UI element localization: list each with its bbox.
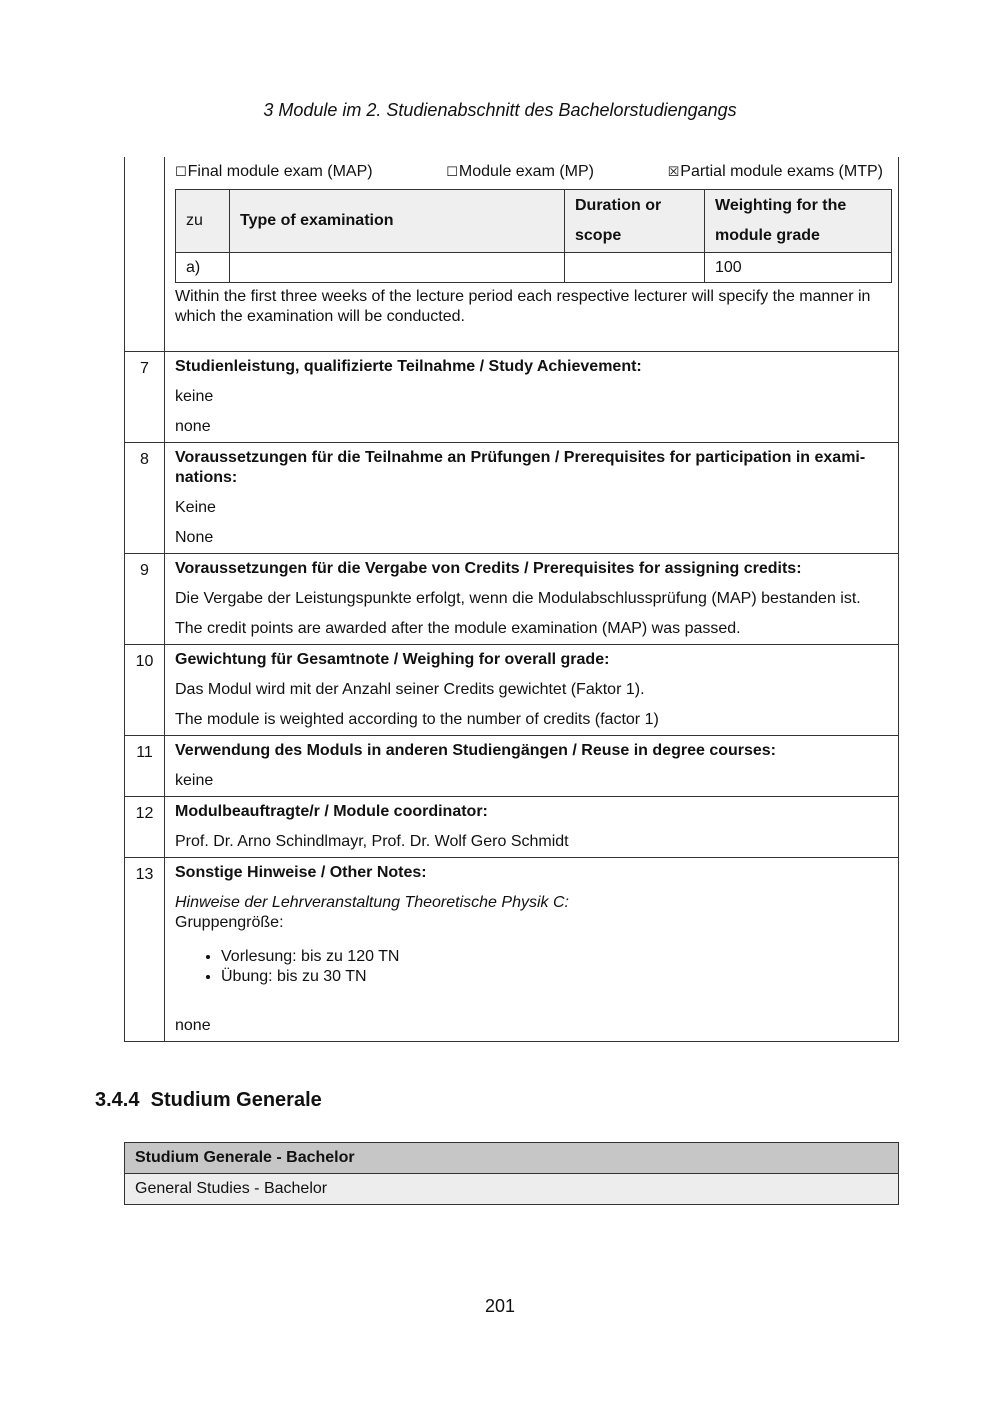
checkbox-empty-icon: ☐: [175, 164, 187, 179]
studium-generale-table: [124, 1142, 899, 1205]
exam-table: [175, 189, 892, 283]
section-text: keine: [175, 388, 214, 405]
section-title: Verwendung des Moduls in anderen Studiengängen / Reuse in degree courses:: [175, 742, 777, 759]
exam-table-header: [176, 190, 892, 253]
section-row-11: [125, 736, 899, 797]
section-text: Keine: [175, 499, 216, 516]
exam-type-mtp: ☒Partial module exams (MTP): [667, 163, 883, 180]
group-size-label: Gruppengröße:: [175, 914, 284, 931]
exam-form-row: [125, 157, 899, 352]
section-text: Prof. Dr. Arno Schindlmayr, Prof. Dr. Wolf Gero Schmidt: [175, 833, 569, 850]
header-duration: Duration or scope: [565, 190, 705, 253]
page-number: 201: [484, 1296, 516, 1316]
list-item: • Vorlesung: bis zu 120 TN: [221, 947, 889, 967]
section-text: Das Modul wird mit der Anzahl seiner Credits gewichtet (Faktor 1).: [175, 681, 645, 698]
section-text: keine: [175, 772, 214, 789]
exam-type-mp: ☐Module exam (MP): [446, 163, 595, 180]
section-title: Modulbeauftragte/r / Module coordinator:: [175, 803, 488, 820]
studium-generale-subtitle: General Studies - Bachelor: [125, 1174, 899, 1205]
exam-type-map: ☐Final module exam (MAP): [175, 163, 373, 180]
cell-zu: a): [176, 253, 230, 283]
module-table: [124, 157, 899, 1042]
section-row-13: [125, 858, 899, 1042]
section-title: Voraussetzungen für die Vergabe von Credits / Prerequisites for assigning credits:: [175, 560, 802, 577]
row-number: 8: [125, 443, 165, 554]
section-title: Studienleistung, qualifizierte Teilnahme / Study Achievement:: [175, 358, 642, 375]
exam-form-cell: [165, 157, 899, 352]
list-item: • Übung: bis zu 30 TN: [221, 967, 889, 987]
row-number: 12: [125, 797, 165, 858]
exam-description: Within the first three weeks of the lecture period each respective lecturer will specify the manner in which the examination will be conducted.: [175, 288, 871, 325]
section-title: Gewichtung für Gesamtnote / Weighing for overall grade:: [175, 651, 610, 668]
cell-type: [230, 253, 565, 283]
cell-duration: [565, 253, 705, 283]
checkbox-checked-icon: ☒: [667, 164, 680, 179]
section-text: The module is weighted according to the number of credits (factor 1): [175, 711, 659, 728]
section-row-7: [125, 352, 899, 443]
running-header: 3 Module im 2. Studienabschnitt des Bachelorstudiengangs: [263, 100, 737, 120]
header-zu: zu: [176, 190, 230, 253]
studium-generale-title: Studium Generale - Bachelor: [125, 1143, 899, 1174]
row-number-cell: [125, 157, 165, 352]
row-number: 11: [125, 736, 165, 797]
section-title: Sonstige Hinweise / Other Notes:: [175, 864, 427, 881]
section-row-10: [125, 645, 899, 736]
row-number: 10: [125, 645, 165, 736]
section-text: The credit points are awarded after the module examination (MAP) was passed.: [175, 620, 741, 637]
section-row-9: [125, 554, 899, 645]
section-text: none: [175, 418, 211, 435]
section-heading: 3.4.4 Studium Generale: [95, 1089, 322, 1111]
checkbox-empty-icon: ☐: [446, 164, 458, 179]
table-row: [176, 253, 892, 283]
row-number: 13: [125, 858, 165, 1042]
cell-weighting: 100: [705, 253, 892, 283]
section-text: none: [175, 1017, 211, 1034]
section-text: None: [175, 529, 214, 546]
row-number: 9: [125, 554, 165, 645]
notes-course-label: Hinweise der Lehrveranstaltung Theoretische Physik C:: [175, 894, 569, 911]
section-row-8: [125, 443, 899, 554]
row-number: 7: [125, 352, 165, 443]
exam-type-options: [175, 157, 889, 187]
section-title: Voraussetzungen für die Teilnahme an Prüfungen / Prerequisites for participation in exami-nations:: [175, 449, 866, 486]
header-weighting: Weighting for the module grade: [705, 190, 892, 253]
section-row-12: [125, 797, 899, 858]
group-size-list: [175, 947, 889, 987]
section-text: Die Vergabe der Leistungspunkte erfolgt, wenn die Modulabschlussprüfung (MAP) bestanden ist.: [175, 590, 861, 607]
header-type: Type of examination: [230, 190, 565, 253]
